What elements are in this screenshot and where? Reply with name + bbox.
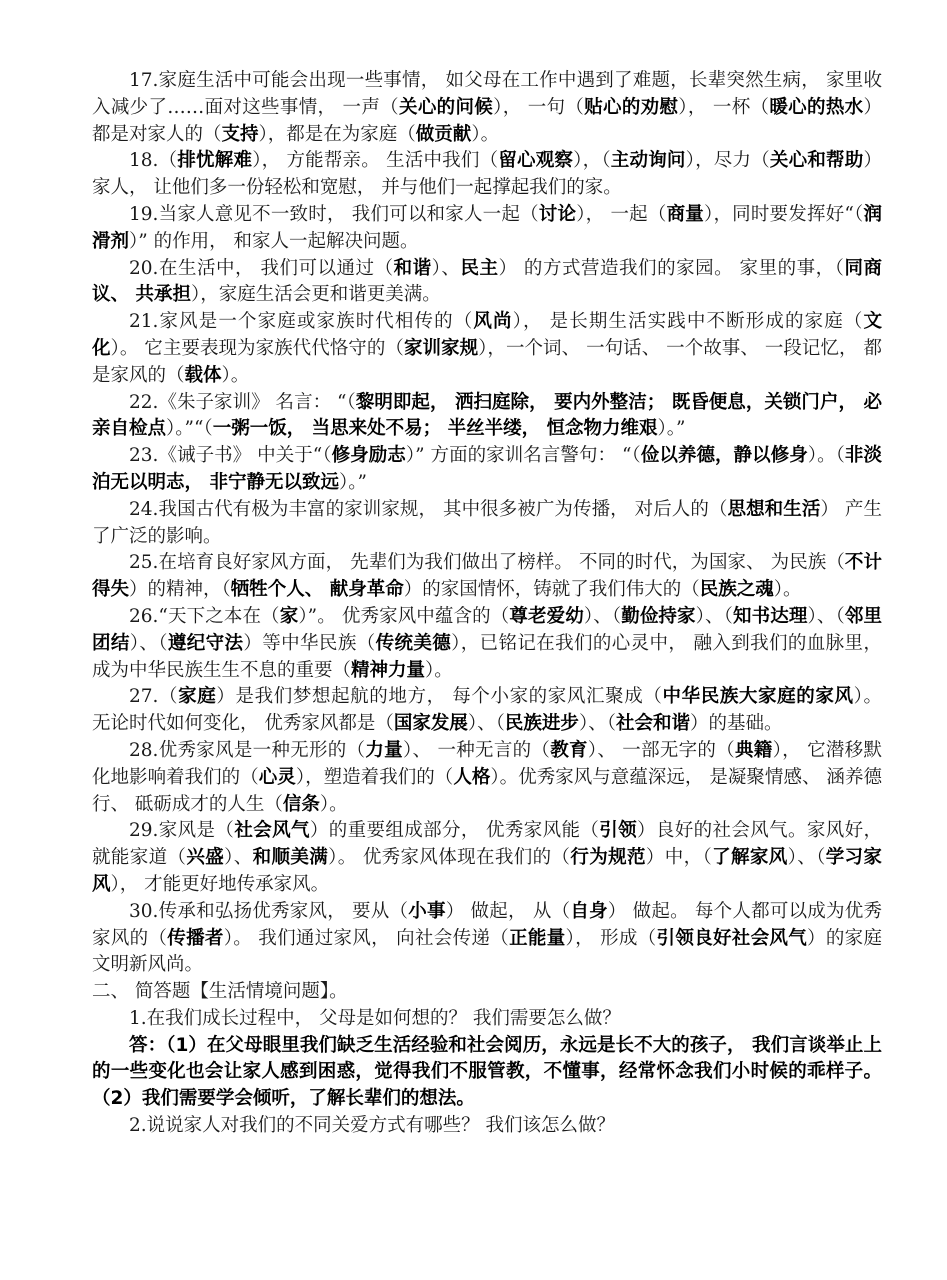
answer-text: 力量 bbox=[365, 739, 403, 761]
document-body bbox=[92, 68, 882, 1140]
answer-text: 润滑剂 bbox=[92, 203, 882, 252]
prompt-text: 27.（ bbox=[129, 686, 179, 708]
answer-text: 引领良好社会风气 bbox=[656, 927, 808, 949]
prompt-text: ）的基础。 bbox=[689, 713, 783, 735]
prompt-text: ）。（ bbox=[807, 445, 845, 467]
prompt-text: ）。 我们通过家风， 向社会传递（ bbox=[223, 927, 510, 949]
answer-text: 支持 bbox=[221, 123, 259, 145]
answer-text: 国家发展 bbox=[393, 713, 468, 735]
answer-text: 不计得失 bbox=[92, 552, 882, 601]
answer-text: 家训家规 bbox=[403, 337, 479, 359]
prompt-text: ），已铭记在我们的心灵中， 融入到我们的血脉里， 成为中华民族生生不息的重要（ bbox=[92, 632, 882, 681]
answer-text: 传统美德 bbox=[375, 632, 452, 654]
prompt-text: ）。 它主要表现为家族代代恪守的（ bbox=[110, 337, 404, 359]
prompt-text: ），同时要发挥好“（ bbox=[703, 203, 864, 225]
item-28-paragraph bbox=[92, 738, 882, 818]
item-24-paragraph bbox=[92, 497, 882, 551]
prompt-text: ）、 一部无字的（ bbox=[587, 739, 736, 761]
prompt-text: ）的家庭文明新风尚。 bbox=[92, 927, 882, 976]
answer-text: 家庭 bbox=[178, 686, 217, 708]
fill-in-items bbox=[92, 68, 882, 979]
answer-text: 载体 bbox=[184, 364, 222, 386]
answer-text: 非淡泊无以明志， 非宁静无以致远 bbox=[92, 445, 882, 493]
answer-text: 关心的问候 bbox=[399, 96, 494, 118]
prompt-text: 18.（ bbox=[129, 150, 178, 172]
q1-question: 1.在我们成长过程中， 父母是如何想的？ 我们需要怎么做？ bbox=[129, 1007, 621, 1029]
prompt-text: ）”。 优秀家风中蕴含的（ bbox=[298, 605, 510, 627]
answer-text: 小事 bbox=[408, 900, 446, 922]
answer-text: 牺牲个人、 献身革命 bbox=[230, 579, 404, 601]
answer-text: 遵纪守法 bbox=[167, 632, 244, 654]
prompt-text: ），一个词、 一句话、 一个故事、 一段记忆， 都是家风的（ bbox=[92, 337, 882, 386]
answer-text: 做贡献 bbox=[415, 123, 472, 145]
answer-text: 商量 bbox=[666, 203, 704, 225]
prompt-text: ） 都是对家人的（ bbox=[92, 96, 882, 145]
item-25-paragraph bbox=[92, 550, 882, 604]
answer-text: 思想和生活 bbox=[727, 498, 821, 520]
answer-text: 心灵 bbox=[258, 766, 296, 788]
answer-text: 修身励志 bbox=[331, 445, 406, 467]
answer-text: 文化 bbox=[92, 311, 882, 359]
prompt-text: 25.在培育良好家风方面， 先辈们为我们做出了榜样。 不同的时代，为国家、 为民族（ bbox=[129, 552, 845, 574]
prompt-text: ）， 形成（ bbox=[565, 927, 657, 949]
prompt-text: ）。 bbox=[425, 659, 453, 681]
item-27-paragraph bbox=[92, 684, 882, 738]
answer-text: 风尚 bbox=[473, 311, 513, 333]
answer-text: 民族进步 bbox=[504, 713, 579, 735]
prompt-text: ）的精神，（ bbox=[129, 579, 231, 601]
prompt-text: ）、（ bbox=[787, 847, 826, 869]
prompt-text: ）、（ bbox=[129, 632, 168, 654]
prompt-text: ） 做起。 每个人都可以成为优秀家风的（ bbox=[92, 900, 882, 949]
item-20-paragraph bbox=[92, 256, 882, 310]
answer-text: 知书达理 bbox=[733, 605, 808, 627]
prompt-text: ）， 一杯（ bbox=[678, 96, 770, 118]
prompt-text: ）、（ bbox=[807, 605, 845, 627]
answer-text: 行为规范 bbox=[570, 847, 646, 869]
prompt-text: 20.在生活中， 我们可以通过（ bbox=[129, 257, 394, 279]
item-21-paragraph bbox=[92, 309, 882, 389]
answer-text: 同商议、 共承担 bbox=[92, 257, 882, 306]
prompt-text: ）、 bbox=[431, 257, 461, 279]
answer-text: 答：（1）在父母眼里我们缺乏生活经验和社会阅历，永远是长不大的孩子， 我们言谈举止上的一些变化也会让家人感到困惑，觉得我们不服管教，不懂事，经常怀念我们小时候的乖样子。（2）我们需要学会倾听，了解长辈们的想法。 bbox=[92, 1034, 882, 1110]
item-23-paragraph bbox=[92, 443, 882, 497]
item-17-paragraph bbox=[92, 68, 882, 148]
answer-text: 精神力量 bbox=[351, 659, 426, 681]
prompt-text: ）。 bbox=[773, 579, 802, 601]
prompt-text: ）， 一起（ bbox=[576, 203, 667, 225]
prompt-text: 26.“天下之本在（ bbox=[129, 605, 280, 627]
prompt-text: ）” 的作用， 和家人一起解决问题。 bbox=[129, 230, 419, 252]
answer-text: 和顺美满 bbox=[252, 847, 329, 869]
prompt-text: ）。 bbox=[221, 364, 250, 386]
answer-text: 人格 bbox=[453, 766, 491, 788]
prompt-text: ）， 它潜移默化地影响着我们的（ bbox=[92, 739, 882, 788]
answer-text: 讨论 bbox=[538, 203, 577, 225]
answer-text: 学习家风 bbox=[92, 847, 882, 895]
prompt-text: ）的重要组成部分， 优秀家风能（ bbox=[309, 820, 600, 842]
answer-text: 兴盛 bbox=[186, 847, 225, 869]
prompt-text: 19.当家人意见不一致时， 我们可以和家人一起（ bbox=[129, 203, 539, 225]
answer-text: 贴心的劝慰 bbox=[584, 96, 679, 118]
prompt-text: ）等中华民族（ bbox=[243, 632, 376, 654]
prompt-text: ），（ bbox=[573, 150, 611, 172]
prompt-text: ），塑造着我们的（ bbox=[295, 766, 454, 788]
answer-text: 自身 bbox=[570, 900, 608, 922]
prompt-text: ）的家国情怀，铸就了我们伟大的（ bbox=[403, 579, 700, 601]
prompt-text: 21.家风是一个家庭或家族时代相传的（ bbox=[129, 311, 474, 333]
answer-text: 社会和谐 bbox=[615, 713, 690, 735]
prompt-text: ）、 bbox=[224, 847, 253, 869]
prompt-text: ），都是在为家庭（ bbox=[258, 123, 416, 145]
answer-text: 一粥一饭， 当思来处不易； 半丝半缕， 恒念物力维艰 bbox=[212, 418, 658, 440]
answer-text: 信条 bbox=[282, 793, 320, 815]
prompt-text: ），家庭生活会更和谐更美满。 bbox=[190, 284, 441, 306]
answer-text: 主动询问 bbox=[610, 150, 686, 172]
prompt-text: ） 的方式营造我们的家园。 家里的事，（ bbox=[498, 257, 845, 279]
answer-text: 俭以养德，静以修身 bbox=[640, 445, 808, 467]
item-29-paragraph bbox=[92, 818, 882, 898]
answer-text: 教育 bbox=[550, 739, 588, 761]
answer-text: 正能量 bbox=[509, 927, 566, 949]
prompt-text: ）、（ bbox=[583, 605, 622, 627]
prompt-text: 24.我国古代有极为丰富的家训家规， 其中很多被广为传播， 对后人的（ bbox=[129, 498, 728, 520]
answer-text: 家 bbox=[279, 605, 299, 627]
prompt-text: ）， 才能更好地传承家风。 bbox=[110, 873, 330, 895]
item-19-paragraph bbox=[92, 202, 882, 256]
answer-text: 邻里团结 bbox=[92, 605, 882, 654]
prompt-text: ）。 优秀家风体现在我们的（ bbox=[328, 847, 571, 869]
prompt-text: ）中，（ bbox=[645, 847, 713, 869]
prompt-text: ） 家人， 让他们多一份轻松和宽慰， 并与他们一起撑起我们的家。 bbox=[92, 150, 882, 199]
answer-text: 黎明即起， 洒扫庭除， 要内外整洁； 既昏便息，关锁门户， 必亲自检点 bbox=[92, 391, 882, 440]
prompt-text: ）， 方能帮亲。 生活中我们（ bbox=[252, 150, 499, 172]
answer-text: 传播者 bbox=[167, 927, 224, 949]
prompt-text: ）， 是长期生活实践中不断形成的家庭（ bbox=[512, 311, 864, 333]
prompt-text: ）。 bbox=[319, 793, 348, 815]
prompt-text: ）。” bbox=[657, 418, 686, 440]
answer-text: 引领 bbox=[599, 820, 637, 842]
prompt-text: 28.优秀家风是一种无形的（ bbox=[129, 739, 366, 761]
answer-text: 社会风气 bbox=[234, 820, 310, 842]
prompt-text: ）是我们梦想起航的地方， 每个小家的家风汇聚成（ bbox=[216, 686, 663, 708]
prompt-text: ）” 方面的家训名言警句： “（ bbox=[405, 445, 641, 467]
prompt-text: 23.《诫子书》 中关于“（ bbox=[129, 445, 332, 467]
prompt-text: 30.传承和弘扬优秀家风， 要从（ bbox=[129, 900, 409, 922]
answer-text: 关心和帮助 bbox=[769, 150, 864, 172]
answer-text: 留心观察 bbox=[498, 150, 574, 172]
prompt-text: ）、 一种无言的（ bbox=[402, 739, 551, 761]
answer-text: 了解家风 bbox=[712, 847, 788, 869]
item-30-paragraph bbox=[92, 899, 882, 979]
answer-text: 尊老爱幼 bbox=[509, 605, 584, 627]
answer-text: 暖心的热水 bbox=[769, 96, 864, 118]
prompt-text: ）、（ bbox=[695, 605, 734, 627]
prompt-text: 29.家风是（ bbox=[129, 820, 235, 842]
prompt-text: ）良好的社会风气。家风好， 就能家道（ bbox=[92, 820, 882, 869]
answer-text: 和谐 bbox=[393, 257, 432, 279]
prompt-text: ）。 无论时代如何变化， 优秀家风都是（ bbox=[92, 686, 882, 735]
item-26-paragraph bbox=[92, 604, 882, 684]
item-22-paragraph bbox=[92, 390, 882, 444]
answer-text: 勤俭持家 bbox=[621, 605, 696, 627]
prompt-text: ）、（ bbox=[467, 713, 505, 735]
q1-answer bbox=[92, 1033, 882, 1113]
prompt-text: 17.家庭生活中可能会出现一些事情， 如父母在工作中遇到了难题，长辈突然生病， 家里收入减少了……面对这些事情， 一声（ bbox=[92, 70, 882, 118]
prompt-text: ）， 一句（ bbox=[493, 96, 585, 118]
section-heading: 二、 简答题【生活情境问题】。 bbox=[92, 981, 348, 1003]
prompt-text: ）。” bbox=[338, 471, 367, 493]
answer-text: 民主 bbox=[460, 257, 499, 279]
q2-question: 2.说说家人对我们的不同关爱方式有哪些？ 我们该怎么做？ bbox=[129, 1115, 616, 1137]
prompt-text: ）。优秀家风与意蕴深远， 是凝聚情感、 涵养德行、 砥砺成才的人生（ bbox=[92, 766, 882, 815]
prompt-text: ）。 bbox=[471, 123, 500, 145]
prompt-text: 22.《朱子家训》 名言： “（ bbox=[129, 391, 356, 413]
answer-text: 中华民族大家庭的家风 bbox=[662, 686, 854, 708]
prompt-text: ） 产生了广泛的影响。 bbox=[92, 498, 882, 547]
prompt-text: ）。”“（ bbox=[166, 418, 213, 440]
item-18-paragraph bbox=[92, 148, 882, 202]
prompt-text: ）、（ bbox=[578, 713, 616, 735]
prompt-text: ） 做起， 从（ bbox=[445, 900, 571, 922]
prompt-text: ），尽力（ bbox=[685, 150, 770, 172]
short-answer-questions bbox=[92, 1006, 882, 1140]
answer-text: 排忧解难 bbox=[177, 150, 253, 172]
answer-text: 民族之魂 bbox=[699, 579, 774, 601]
answer-text: 典籍 bbox=[735, 739, 773, 761]
